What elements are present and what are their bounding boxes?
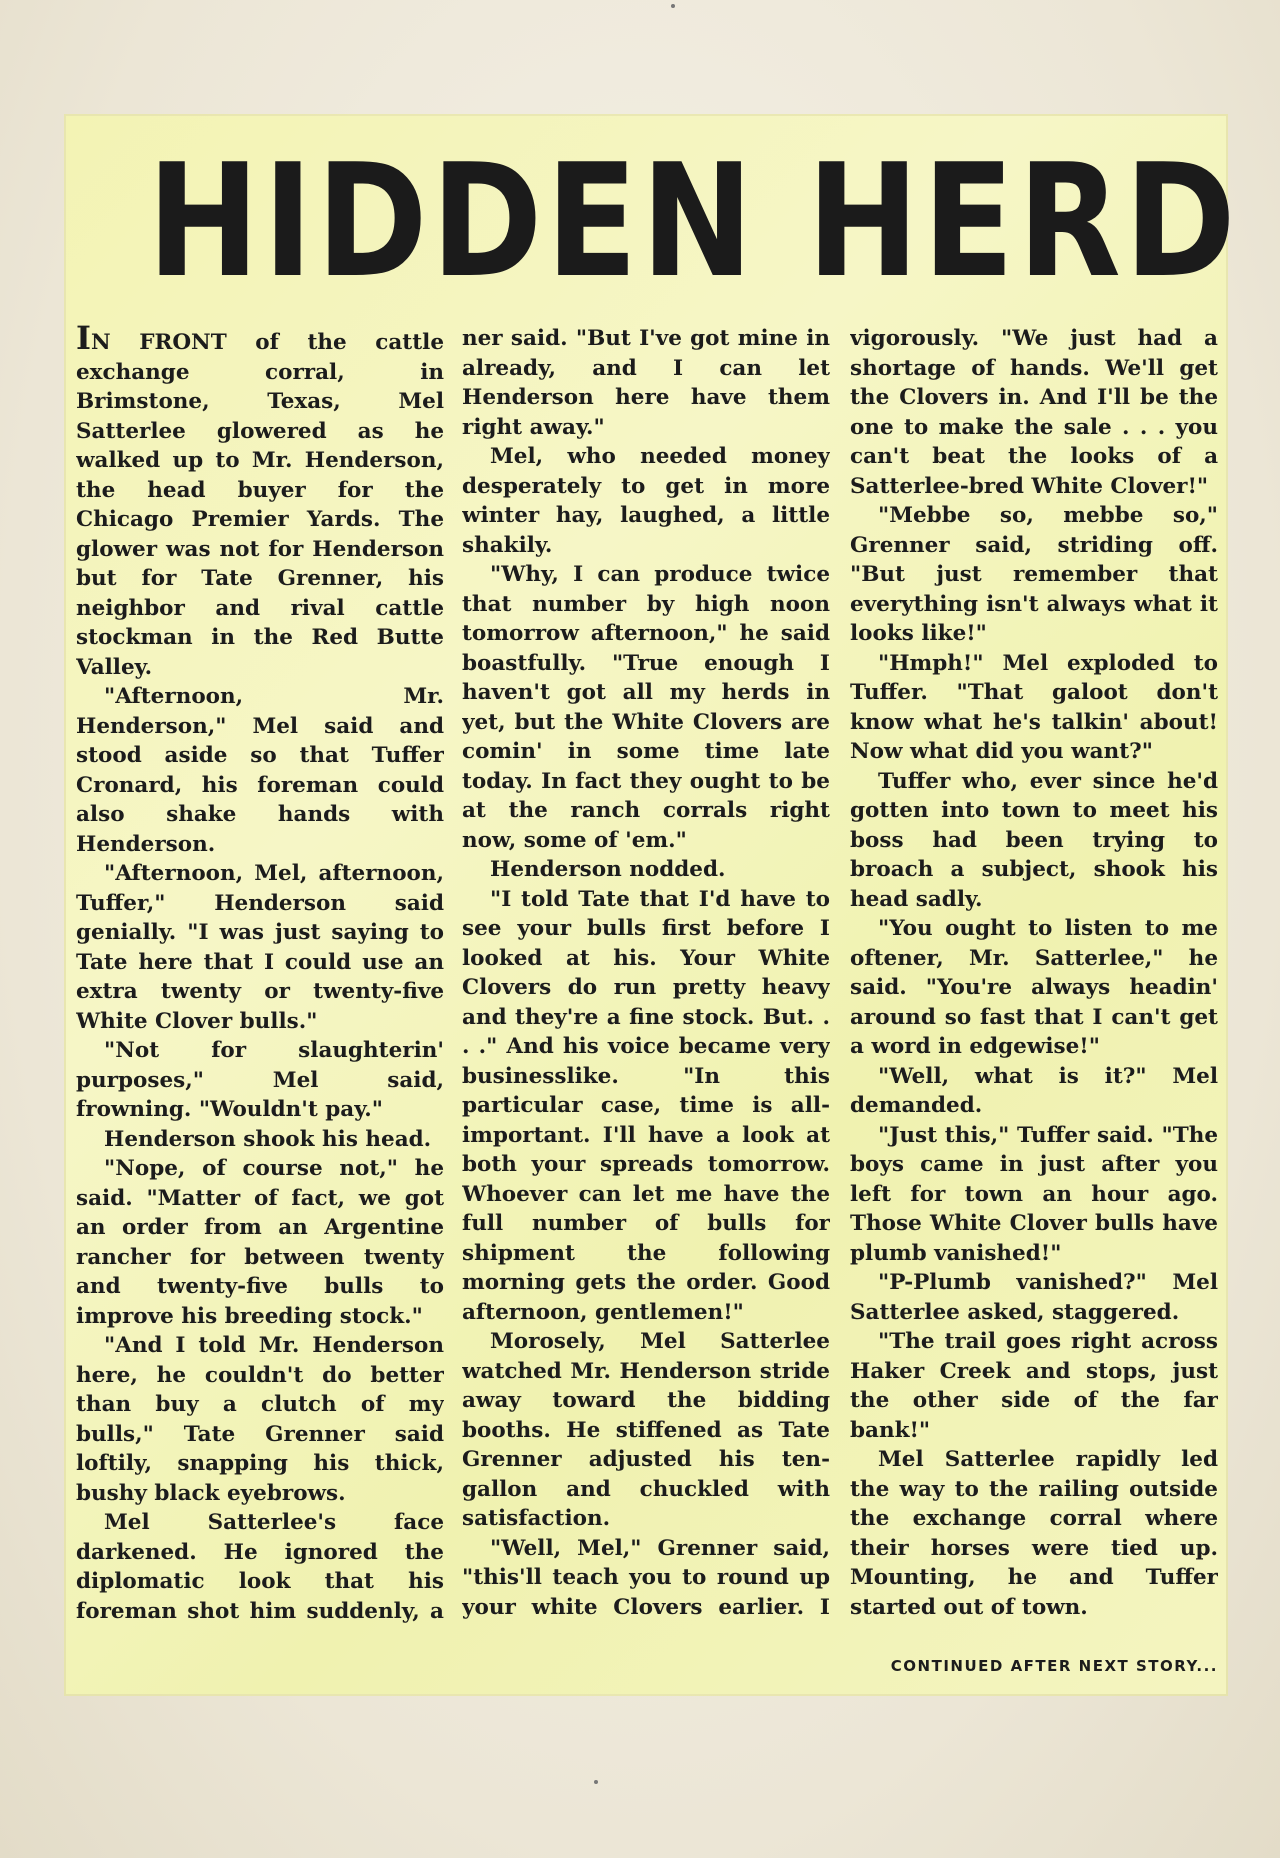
paragraph-text: Tuffer who, ever since he'd gotten into town to meet his boss had been trying to broach a subject, shook his head sadly.: [850, 768, 1218, 912]
continued-note: CONTINUED AFTER NEXT STORY...: [890, 1657, 1218, 1675]
paragraph: [850, 324, 1218, 501]
paragraph: [850, 767, 1218, 915]
paragraph: [76, 1125, 444, 1155]
drop-cap: I: [76, 324, 91, 357]
story-title: HIDDEN HERD: [147, 130, 1240, 312]
paragraph: [850, 914, 1218, 1062]
paragraph: [462, 442, 830, 560]
paragraph-text: Henderson nodded.: [490, 857, 726, 882]
paragraph-text: Henderson shook his head.: [104, 1126, 432, 1152]
paragraph-text: Morosely, Mel Satterlee watched Mr. Henderson stride away toward the bidding booths. He stiffened as Tate Grenner adjusted his ten-gallon and chuckled with satisfaction.: [462, 1329, 830, 1531]
text-column-2: [462, 324, 830, 1624]
paragraph: [850, 1327, 1218, 1445]
paragraph-text: Mel Satterlee's face darkened. He ignored the diplomatic look that his foreman shot him suddenly, a: [76, 1510, 444, 1624]
paragraph-text: "Afternoon, Mr. Henderson," Mel said and stood aside so that Tuffer Cronard, his foreman could also shake hands with Henderson.: [76, 684, 444, 857]
paragraph: [850, 1268, 1218, 1327]
paragraph-text: N FRONT of the cattle exchange corral, in Brimstone, Texas, Mel Satterlee glowered as he walked up to Mr. Henderson, the head buyer for the Chicago Premier Yards. The glower was not for Henderson but for Tate Grenner, his neighbor and rival cattle stockman in the Red Butte Valley.: [76, 330, 444, 680]
paragraph: [462, 560, 830, 855]
paragraph: [76, 1154, 444, 1331]
paragraph-text: Mel, who needed money desperately to get in more winter hay, laughed, a little shakily.: [462, 444, 830, 558]
paragraph: [76, 1508, 444, 1624]
paragraph: [850, 1445, 1218, 1622]
paragraph-text: "The trail goes right across Haker Creek and stops, just the other side of the far bank!": [850, 1329, 1218, 1443]
paragraph: [462, 1534, 830, 1625]
paragraph-text: "You ought to listen to me oftener, Mr. Satterlee," he said. "You're always headin' around so fast that I can't get a word in edgewise!": [850, 916, 1218, 1059]
paragraph: [850, 1062, 1218, 1121]
paragraph: [76, 324, 444, 682]
paragraph: [462, 1327, 830, 1534]
paragraph: [462, 855, 830, 885]
paragraph-text: "Mebbe so, mebbe so," Grenner said, striding off. "But just remember that everything isn't always what it looks like!": [850, 503, 1218, 646]
text-column-3: [850, 324, 1218, 1624]
paragraph: [850, 1622, 1218, 1624]
paragraph-text: "Nope, of course not," he said. "Matter of fact, we got an order from an Argentine rancher for between twenty and twenty-five bulls to improve his breeding stock.": [76, 1156, 444, 1329]
paragraph: [850, 501, 1218, 649]
print-speck: [594, 1780, 598, 1784]
paragraph: [76, 682, 444, 859]
paragraph-text: "Just this," Tuffer said. "The boys came in just after you left for town an hour ago. Those White Clover bulls have plumb vanished!": [850, 1122, 1218, 1266]
paragraph-text: Mel Satterlee rapidly led the way to the railing outside the exchange corral where their horses were tied up. Mounting, he and Tuffer started out of town.: [850, 1447, 1218, 1620]
paragraph-text: "Afternoon, Mel, afternoon, Tuffer," Henderson said genially. "I was just saying to Tate here that I could use an extra twenty or twenty-five White Clover bulls.": [76, 861, 444, 1034]
paragraph: [76, 1036, 444, 1125]
paragraph: [76, 859, 444, 1036]
paragraph-text: ner said. "But I've got mine in already, and I can let Henderson here have them right away.": [462, 326, 830, 440]
paragraph-text: "Not for slaughterin' purposes," Mel said, frowning. "Wouldn't pay.": [76, 1038, 444, 1122]
paragraph: [76, 1331, 444, 1508]
paragraph-text: "Hmph!" Mel exploded to Tuffer. "That galoot don't know what he's talkin' about! Now what did you want?": [850, 650, 1218, 764]
paragraph: [850, 649, 1218, 767]
text-column-1: [76, 324, 444, 1624]
paragraph-text: "Why, I can produce twice that number by high noon tomorrow afternoon," he said boastfully. "True enough I haven't got all my herds in yet, but the White Clovers are comin' in some time late today. In fact they ought to be at the ranch corrals right now, some of 'em.": [462, 562, 830, 853]
paragraph: [462, 324, 830, 442]
print-speck: [671, 4, 675, 8]
paragraph: [850, 1121, 1218, 1269]
paragraph-text: "Well, Mel," Grenner said, "this'll teach you to round up your white Clovers earlier. I: [462, 1535, 830, 1620]
paragraph-text: vigorously. "We just had a shortage of hands. We'll get the Clovers in. And I'll be the one to make the sale . . . you can't beat the looks of a Satterlee-bred White Clover!": [850, 326, 1218, 499]
paragraph: [462, 885, 830, 1328]
paragraph-text: "Well, what is it?" Mel demanded.: [850, 1063, 1218, 1118]
paragraph-text: "And I told Mr. Henderson here, he couldn't do better than buy a clutch of my bulls," Tate Grenner said loftily, snapping his thick, bushy black eyebrows.: [76, 1333, 444, 1506]
paragraph-text: "P-Plumb vanished?" Mel Satterlee asked, staggered.: [850, 1270, 1218, 1325]
story-panel: [66, 116, 1240, 1694]
paragraph-text: "I told Tate that I'd have to see your bulls first before I looked at his. Your White Clovers do run pretty heavy and they're a fine stock. But. . . ." And his voice became very businesslike. "In this particular case, time is all-important. I'll have a look at both your spreads tomorrow. Whoever can let me have the full number of bulls for shipment the following morning gets the order. Good afternoon, gentlemen!": [462, 886, 830, 1325]
